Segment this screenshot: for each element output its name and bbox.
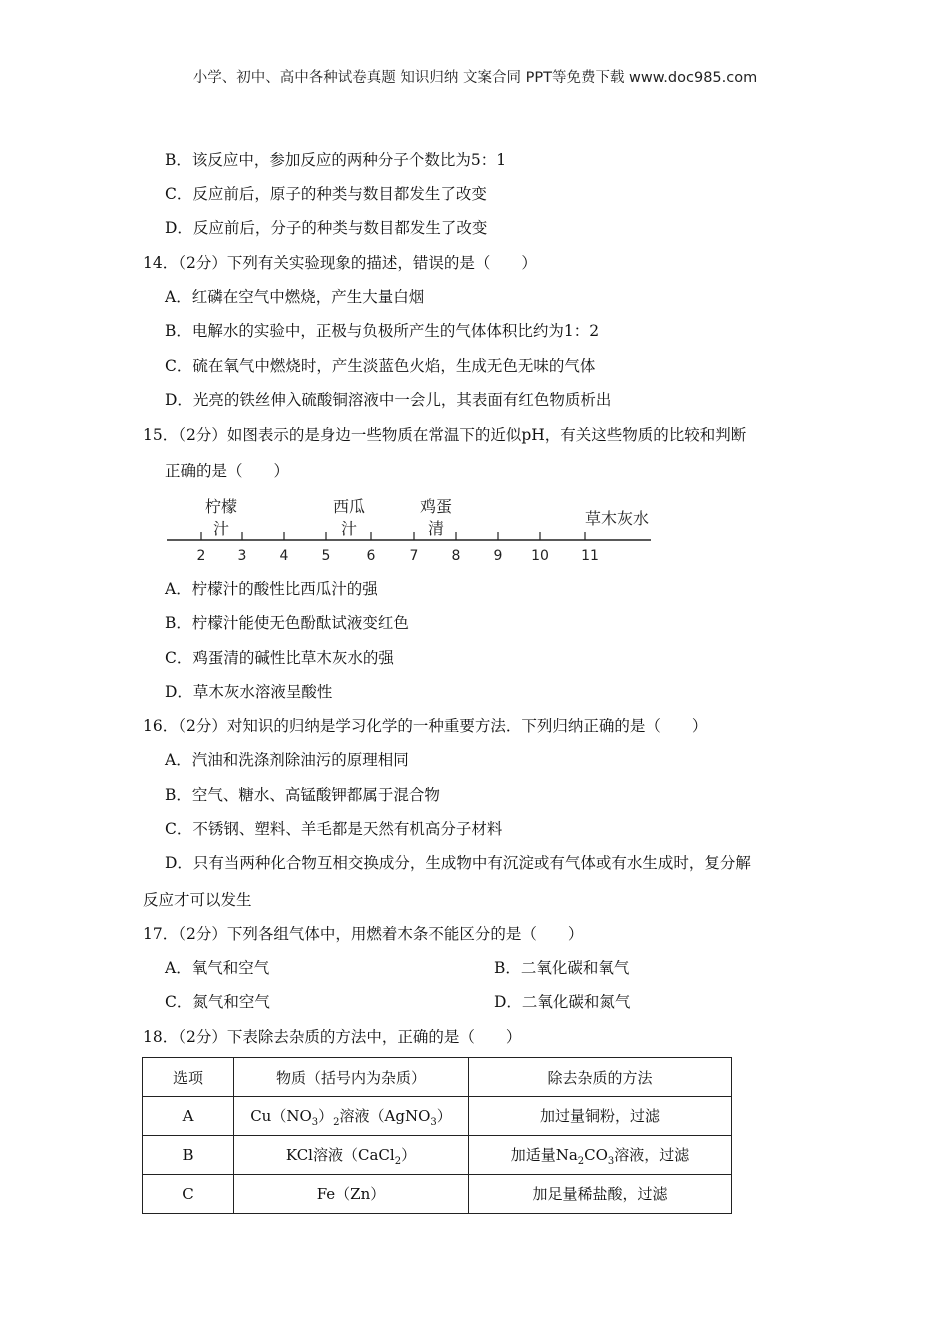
q16-option-a: A．汽油和洗涤剂除油污的原理相同 (165, 751, 409, 769)
egg-white-label-line2: 清 (427, 519, 445, 538)
q17-stem: 17．（2分）下列各组气体中，用燃着木条不能区分的是（ ） (143, 925, 584, 943)
option-cell: A (143, 1097, 234, 1136)
q16-option-d: D．只有当两种化合物互相交换成分，生成物中有沉淀或有气体或有水生成时，复分解 (165, 854, 751, 872)
q15-stem-continued: 正确的是（ ） (165, 462, 290, 480)
q15-option-a: A．柠檬汁的酸性比西瓜汁的强 (165, 580, 378, 598)
q16-option-b: B．空气、糖水、高锰酸钾都属于混合物 (165, 786, 440, 804)
watermelon-juice-label-line1: 西瓜 (332, 497, 366, 516)
table-header-cell: 物质（括号内为杂质） (234, 1058, 469, 1097)
ph-tick-label: 2 (196, 548, 206, 564)
q13-option-b: B．该反应中，参加反应的两种分子个数比为5：1 (165, 151, 507, 169)
page-header-banner: 小学、初中、高中各种试卷真题 知识归纳 文案合同 PPT等免费下载 www.doc985.com (192, 70, 758, 86)
ph-tick-label: 10 (531, 548, 549, 564)
substance-cell: Fe（Zn） (234, 1175, 469, 1214)
egg-white-label-line1: 鸡蛋 (419, 497, 453, 516)
ph-tick-label: 3 (237, 548, 247, 564)
substance-cell: KCl溶液（CaCl$_2$） (234, 1136, 469, 1175)
q14-stem: 14．（2分）下列有关实验现象的描述，错误的是（ ） (143, 254, 537, 272)
ph-tick-label: 6 (366, 548, 376, 564)
q14-option-b: B．电解水的实验中，正极与负极所产生的气体体积比约为1：2 (165, 322, 600, 340)
ph-tick-label: 4 (279, 548, 289, 564)
plant-ash-water-label: 草木灰水 (584, 509, 650, 528)
ph-tick-label: 9 (493, 548, 503, 564)
table-row (143, 1097, 732, 1136)
table-header-cell: 选项 (143, 1058, 234, 1097)
watermelon-juice-label-line2: 汁 (340, 519, 358, 538)
ph-scale-figure (165, 492, 655, 572)
ph-tick-label: 11 (581, 548, 599, 564)
q13-option-d: D．反应前后，分子的种类与数目都发生了改变 (165, 219, 488, 237)
q17-option-d: D．二氧化碳和氮气 (494, 993, 631, 1011)
q13-option-c: C．反应前后，原子的种类与数目都发生了改变 (165, 185, 487, 203)
q15-stem: 15．（2分）如图表示的是身边一些物质在常温下的近似pH，有关这些物质的比较和判断 (143, 426, 747, 444)
ph-tick-label: 8 (451, 548, 461, 564)
q15-option-d: D．草木灰水溶液呈酸性 (165, 683, 333, 701)
lemon-juice-label-line1: 柠檬 (204, 497, 238, 516)
impurity-removal-table (142, 1057, 732, 1214)
q17-option-b: B．二氧化碳和氧气 (494, 959, 630, 977)
ph-tick-label: 5 (321, 548, 331, 564)
method-cell: 加过量铜粉，过滤 (469, 1097, 732, 1136)
q15-option-c: C．鸡蛋清的碱性比草木灰水的强 (165, 649, 394, 667)
method-cell: 加足量稀盐酸，过滤 (469, 1175, 732, 1214)
table-row (143, 1175, 732, 1214)
table-header-row (143, 1058, 732, 1097)
option-cell: C (143, 1175, 234, 1214)
table-header-cell: 除去杂质的方法 (469, 1058, 732, 1097)
q14-option-d: D．光亮的铁丝伸入硫酸铜溶液中一会儿，其表面有红色物质析出 (165, 391, 612, 409)
lemon-juice-label-line2: 汁 (212, 519, 230, 538)
q14-option-c: C．硫在氧气中燃烧时，产生淡蓝色火焰，生成无色无味的气体 (165, 357, 596, 375)
q18-stem: 18．（2分）下表除去杂质的方法中，正确的是（ ） (143, 1028, 522, 1046)
option-cell: B (143, 1136, 234, 1175)
q15-option-b: B．柠檬汁能使无色酚酞试液变红色 (165, 614, 409, 632)
table-row (143, 1136, 732, 1175)
q17-option-c: C．氮气和空气 (165, 993, 270, 1011)
q17-option-a: A．氧气和空气 (165, 959, 270, 977)
q16-option-d-continued: 反应才可以发生 (143, 891, 252, 909)
q14-option-a: A．红磷在空气中燃烧，产生大量白烟 (165, 288, 425, 306)
substance-cell: $Cu(NO_3)_2$溶液（AgNO$_3$） (234, 1097, 469, 1136)
q16-option-c: C．不锈钢、塑料、羊毛都是天然有机高分子材料 (165, 820, 503, 838)
ph-tick-label: 7 (409, 548, 419, 564)
q16-stem: 16．（2分）对知识的归纳是学习化学的一种重要方法．下列归纳正确的是（ ） (143, 717, 708, 735)
method-cell: 加适量$Na_2CO_3$溶液，过滤 (469, 1136, 732, 1175)
